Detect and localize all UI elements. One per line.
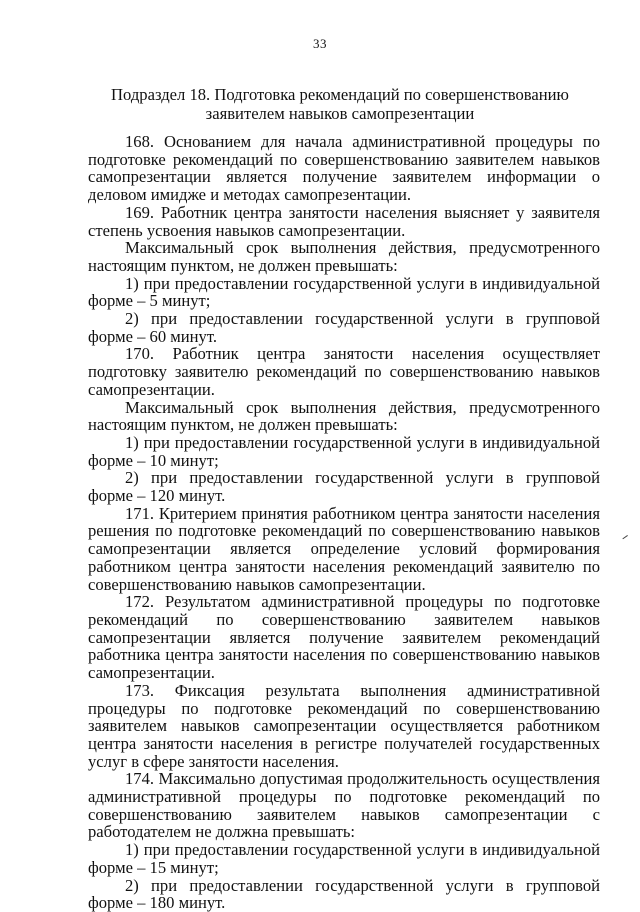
section-heading-line-2: заявителем навыков самопрезентации: [205, 103, 475, 123]
paragraph-174-item-1: 1) при предоставлении государственной услуги в индивидуальной форме – 15 минут;: [88, 840, 600, 877]
section-heading-line-1: Подраздел 18. Подготовка рекомендаций по совершенствованию: [111, 85, 569, 104]
page-number: 33: [313, 36, 327, 51]
paragraph-171: 171. Критерием принятия работником центра занятости населения решения по подготовке рекомендаций по совершенствованию навыков самопрезентации является определение условий формирования работником центра занятости населения рекомендаций заявителю по совершенствованию навыков самопрезентации.: [88, 503, 600, 594]
paragraph-169-item-1: 1) при предоставлении государственной услуги в индивидуальной форме – 5 минут;: [88, 273, 600, 311]
margin-mark: [620, 532, 628, 540]
paragraph-170-item-1: 1) при предоставлении государственной услуги в индивидуальной форме – 10 минут;: [88, 432, 600, 470]
paragraph-168: 168. Основанием для начала административной процедуры по подготовке рекомендаций по совершенствованию заявителем навыков самопрезентации является получение заявителем информации о деловом имидже и методах самопрезентации.: [88, 132, 600, 205]
paragraph-170-item-2: 2) при предоставлении государственной услуги в групповой форме – 120 минут.: [88, 468, 600, 506]
document-body: [88, 133, 600, 912]
paragraph-170: 170. Работник центра занятости населения осуществляет подготовку заявителю рекомендаций по совершенствованию навыков самопрезентации.: [88, 344, 600, 399]
paragraph-170-limit: Максимальный срок выполнения действия, предусмотренного настоящим пунктом, не должен превышать:: [88, 397, 600, 435]
paragraph-169-item-2: 2) при предоставлении государственной услуги в групповой форме – 60 минут.: [88, 309, 600, 346]
paragraph-174: 174. Максимально допустимая продолжительность осуществления административной процедуры по подготовке рекомендаций по совершенствованию заявителем навыков самопрезентации с работодателем не должна превышать:: [88, 769, 600, 842]
paragraph-169-limit: Максимальный срок выполнения действия, предусмотренного настоящим пунктом, не должен превышать:: [88, 238, 600, 275]
paragraph-173: 173. Фиксация результата выполнения административной процедуры по подготовке рекомендаций по совершенствованию заявителем навыков самопрезентации осуществляется работником центра занятости населения в регистре получателей государственных услуг в сфере занятости населения.: [88, 680, 600, 771]
paragraph-169: 169. Работник центра занятости населения выясняет у заявителя степень усвоения навыков самопрезентации.: [88, 202, 600, 240]
paragraph-172: 172. Результатом административной процедуры по подготовке рекомендаций по совершенствованию заявителем навыков самопрезентации является получение заявителем рекомендаций работника центра занятости населения по совершенствованию навыков самопрезентации.: [88, 592, 600, 683]
section-heading: [100, 86, 580, 123]
paragraph-174-item-2: 2) при предоставлении государственной услуги в групповой форме – 180 минут.: [88, 875, 600, 912]
